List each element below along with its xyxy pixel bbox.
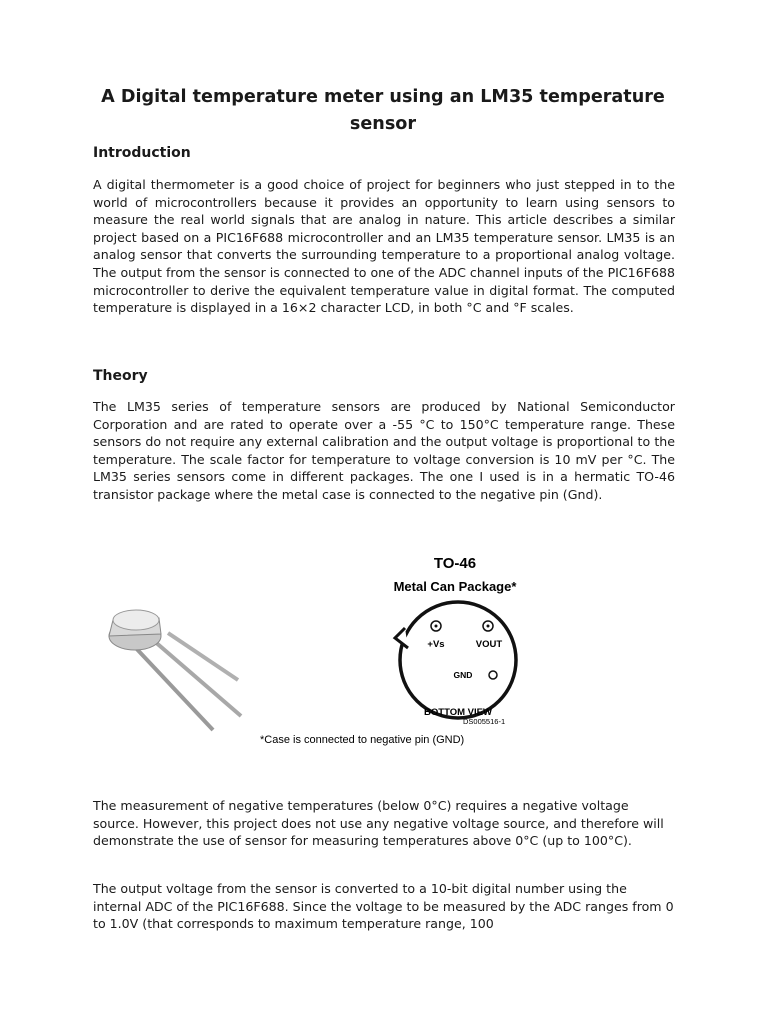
package-subtitle: Metal Can Package* <box>393 579 517 594</box>
ds-code-label: DS005516-1 <box>463 717 506 726</box>
figure-footnote: *Case is connected to negative pin (GND) <box>260 734 465 746</box>
package-title: TO-46 <box>433 555 477 572</box>
theory-paragraph: The LM35 series of temperature sensors are produced by National Semiconductor Corporation and are rated to operate over a -55 °C to 150°C temperature range. These sensors do not require any external calibration and the output voltage is proportional to the temperature. The scale factor for temperature to voltage conversion is 10 mV per °C. The LM35 series sensors come in different packages. The one I used is in a hermatic TO-46 transistor package where the metal case is connected to the negative pin (Gnd). <box>93 399 675 502</box>
pin-vs-label: +Vs <box>427 639 445 650</box>
package-bottom-view-diagram <box>395 602 516 718</box>
theory-heading: Theory <box>93 368 148 384</box>
adc-conversion-paragraph: The output voltage from the sensor is converted to a 10-bit digital number using the internal ADC of the PIC16F688. Since the voltage to be measured by the ADC ranges from 0 to 1.0V (that corresponds to maximum temperature range, 100 <box>93 881 674 932</box>
pin-vout-label: VOUT <box>475 639 503 650</box>
lm35-transistor-photo <box>109 610 241 730</box>
to46-figure-svg <box>93 540 675 750</box>
introduction-heading: Introduction <box>93 145 191 161</box>
bottom-view-label: BOTTOM VIEW <box>424 707 492 718</box>
pin-gnd-label: GND <box>453 670 473 680</box>
to46-figure <box>93 540 675 750</box>
negative-temperature-paragraph: The measurement of negative temperatures (below 0°C) requires a negative voltage source. However, this project does not use any negative voltage source, and therefore will demonstrate the use of sensor for measuring temperatures above 0°C (up to 100°C). <box>93 798 664 849</box>
introduction-paragraph: A digital thermometer is a good choice of project for beginners who just stepped in to the world of microcontrollers because it provides an opportunity to learn using sensors to measure the real world signals that are analog in nature. This article describes a similar project based on a PIC16F688 microcontroller and an LM35 temperature sensor. LM35 is an analog sensor that converts the surrounding temperature to a proportional analog voltage. The output from the sensor is connected to one of the ADC channel inputs of the PIC16F688 microcontroller to derive the equivalent temperature value in digital format. The computed temperature is displayed in a 16×2 character LCD, in both °C and °F scales. <box>93 177 675 316</box>
document-title: A Digital temperature meter using an LM35 temperature sensor <box>101 87 665 134</box>
